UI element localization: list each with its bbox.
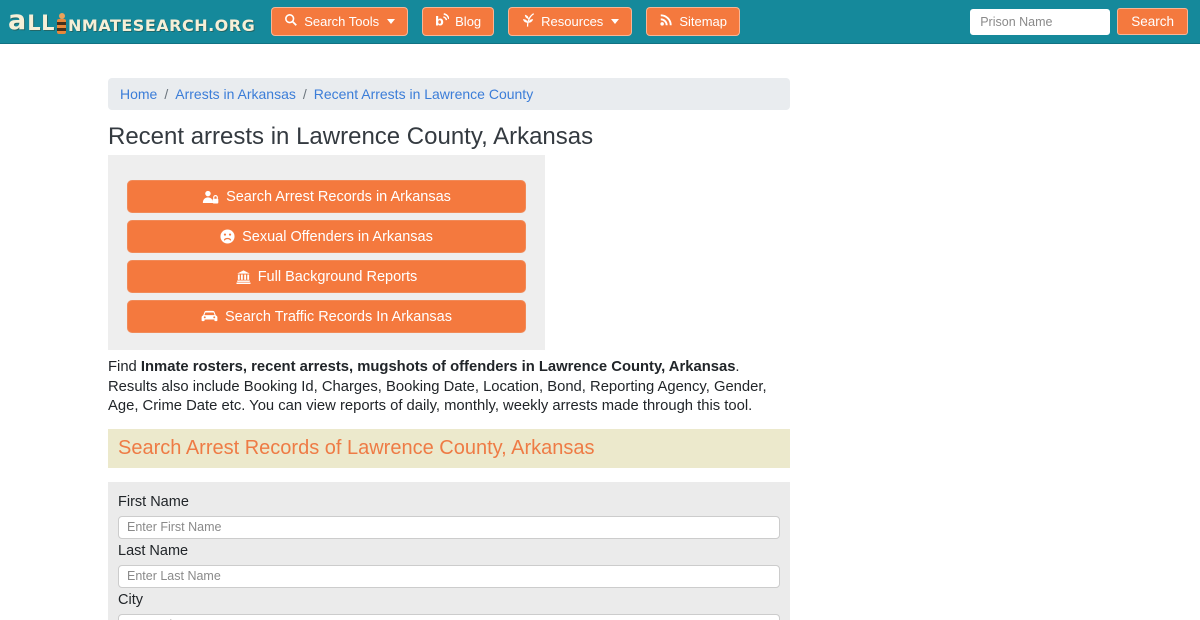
top-navbar: [0, 0, 1200, 44]
breadcrumb: [108, 78, 790, 110]
svg-text:b: b: [435, 14, 444, 27]
frown-icon: [220, 229, 235, 244]
nav-label: Resources: [541, 14, 604, 29]
last-name-label: Last Name: [118, 542, 189, 559]
search-traffic-records-button[interactable]: [127, 300, 526, 333]
header-search: [970, 8, 1188, 35]
header-search-button[interactable]: Search: [1117, 8, 1188, 35]
resources-icon: [521, 13, 535, 30]
search-section-heading: Search Arrest Records of Lawrence County, Arkansas: [118, 436, 595, 459]
intro-rest: . Results also include Booking Id, Charges, Booking Date, Location, Bond, Reporting Agency, Gender, Age, Crime Date etc. You can view reports of daily, monthly, weekly arrests made through this tool.: [108, 359, 770, 414]
logo-text: LL: [27, 10, 55, 35]
nav-resources-button[interactable]: [508, 7, 632, 36]
breadcrumb-current-link[interactable]: Recent Arrests in Lawrence County: [313, 86, 534, 102]
main-nav: [271, 7, 740, 36]
user-lock-icon: [202, 190, 219, 204]
prison-name-input[interactable]: [970, 9, 1110, 35]
chevron-down-icon: [387, 19, 395, 24]
nav-label: Search Tools: [304, 14, 380, 29]
main-content: [108, 78, 790, 620]
city-input[interactable]: [118, 614, 780, 620]
logo-text: a: [8, 4, 27, 36]
arrest-search-form: [108, 482, 790, 620]
search-arrest-records-button[interactable]: [127, 180, 526, 213]
last-name-input[interactable]: [118, 565, 780, 588]
breadcrumb-separator: /: [164, 86, 169, 102]
nav-search-tools-button[interactable]: [271, 7, 408, 36]
breadcrumb-home-link[interactable]: Home: [120, 86, 158, 102]
nav-label: Blog: [455, 14, 482, 29]
quick-link-label: Search Traffic Records In Arkansas: [224, 308, 452, 325]
nav-sitemap-button[interactable]: [646, 7, 740, 36]
first-name-label: First Name: [118, 493, 189, 510]
search-icon: [284, 13, 298, 30]
first-name-input[interactable]: [118, 516, 780, 539]
quick-link-label: Full Background Reports: [257, 268, 418, 285]
sexual-offenders-button[interactable]: [127, 220, 526, 253]
intro-bold: Inmate rosters, recent arrests, mugshots of offenders in Lawrence County, Arkansas: [140, 359, 736, 375]
site-logo[interactable]: [8, 4, 256, 37]
search-section-banner: [108, 429, 790, 468]
nav-label: Sitemap: [679, 14, 728, 29]
intro-prefix: Find: [108, 359, 141, 375]
car-icon: [201, 310, 218, 323]
breadcrumb-separator: /: [302, 86, 307, 102]
page-title: Recent arrests in Lawrence County, Arkansas: [108, 123, 594, 150]
chevron-down-icon: [611, 19, 619, 24]
sitemap-icon: [659, 13, 673, 30]
quick-links-panel: [108, 155, 545, 350]
nav-blog-button[interactable]: [422, 7, 494, 36]
blog-icon: [435, 13, 449, 30]
intro-paragraph: [108, 358, 790, 417]
quick-link-label: Sexual Offenders in Arkansas: [242, 228, 433, 245]
inmate-figure-icon: [57, 19, 66, 34]
full-background-reports-button[interactable]: [127, 260, 526, 293]
quick-link-label: Search Arrest Records in Arkansas: [226, 188, 451, 205]
breadcrumb-arrests-link[interactable]: Arrests in Arkansas: [175, 86, 296, 102]
logo-text: NMATESEARCH.ORG: [68, 15, 256, 35]
city-label: City: [118, 591, 143, 608]
landmark-icon: [236, 270, 251, 284]
